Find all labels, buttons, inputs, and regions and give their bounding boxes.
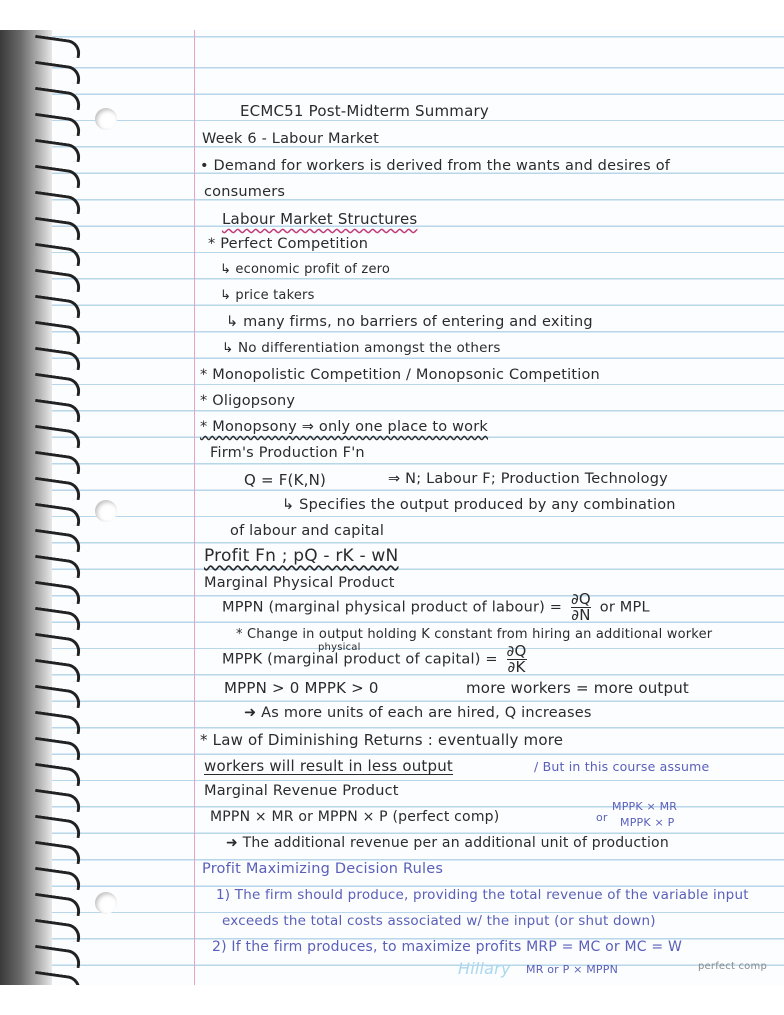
pc-economic-profit: ↳ economic profit of zero: [220, 262, 391, 277]
mppk-denominator: ∂K: [507, 658, 526, 676]
page-title: ECMC51 Post-Midterm Summary: [240, 102, 489, 120]
physical-note: physical: [318, 642, 361, 653]
notebook-page: [0, 30, 784, 985]
more-workers: more workers = more output: [466, 679, 690, 697]
mppk-row: [222, 644, 531, 675]
spiral-coil: [33, 971, 82, 985]
signature: Hillary: [458, 959, 511, 978]
profit-function: Profit Fn ; pQ - rK - wN: [204, 546, 399, 566]
mrp-definition: ➜ The additional revenue per an additional unit of production: [226, 835, 669, 851]
mppk-numerator: ∂Q: [506, 642, 527, 660]
mrp-side-or: or: [596, 811, 608, 824]
production-function: Q = F(K,N): [244, 471, 327, 489]
mppn-numerator: ∂Q: [570, 590, 591, 608]
mppn-definition: MPPN (marginal physical product of labour) =: [222, 599, 563, 616]
margin-line: [194, 30, 195, 985]
structures-heading: Labour Market Structures: [222, 210, 418, 228]
demand-line-2: consumers: [204, 184, 286, 200]
oligopsony: * Oligopsony: [200, 393, 296, 409]
law-line-1: * Law of Diminishing Returns : eventually more: [200, 731, 564, 749]
production-definitions: ⇒ N; Labour F; Production Technology: [388, 471, 668, 487]
mppn-alt: or MPL: [599, 599, 650, 616]
demand-line-1: • Demand for workers is derived from the wants and desires of: [200, 158, 671, 174]
law-line-2: workers will result in less output: [204, 757, 453, 775]
punch-hole-bottom: [95, 892, 117, 914]
mrp-heading: Marginal Revenue Product: [204, 783, 399, 799]
mpp-positive: MPPN > 0 MPPK > 0: [224, 679, 379, 697]
perfect-competition: * Perfect Competition: [208, 236, 369, 252]
course-assumption: / But in this course assume: [534, 759, 710, 774]
rule-2-sub: MR or P × MPPN: [526, 963, 619, 976]
monopsony: * Monopsony ⇒ only one place to work: [200, 419, 489, 435]
mpp-heading: Marginal Physical Product: [204, 575, 395, 591]
monopolistic: * Monopolistic Competition / Monopsonic Competition: [200, 367, 600, 383]
rule-2: 2) If the firm produces, to maximize profits MRP = MC or MC = W: [212, 939, 683, 955]
mppk-fraction: [507, 644, 527, 675]
perfect-comp-note: perfect comp: [698, 961, 767, 972]
pc-many-firms: ↳ many firms, no barriers of entering and exiting: [226, 314, 593, 330]
pc-no-differentiation: ↳ No differentiation amongst the others: [222, 340, 501, 356]
week-heading: Week 6 - Labour Market: [202, 131, 380, 147]
mrp-side-1: MPPK × MR: [612, 800, 678, 813]
rule-1-line-2: exceeds the total costs associated w/ the input (or shut down): [222, 913, 656, 929]
as-more-units: ➜ As more units of each are hired, Q increases: [244, 705, 592, 721]
change-in-output: * Change in output holding K constant from hiring an additional worker: [236, 627, 713, 642]
specifies-line-2: of labour and capital: [230, 523, 385, 539]
mrp-equation: MPPN × MR or MPPN × P (perfect comp): [210, 809, 500, 825]
pc-price-takers: ↳ price takers: [220, 288, 315, 303]
mppn-row: [222, 592, 650, 623]
rules-heading: Profit Maximizing Decision Rules: [202, 861, 444, 877]
mppn-denominator: ∂N: [571, 606, 591, 624]
specifies-line-1: ↳ Specifies the output produced by any combination: [282, 497, 676, 513]
punch-hole-top: [95, 108, 117, 130]
punch-hole-middle: [95, 500, 117, 522]
mppk-definition: MPPK (marginal product of capital) =: [222, 651, 498, 668]
rule-1-line-1: 1) The firm should produce, providing the total revenue of the variable input: [216, 887, 749, 903]
mppn-fraction: [571, 592, 591, 623]
firms-production-heading: Firm's Production F'n: [210, 445, 365, 461]
mrp-side-2: MPPK × P: [620, 816, 675, 829]
